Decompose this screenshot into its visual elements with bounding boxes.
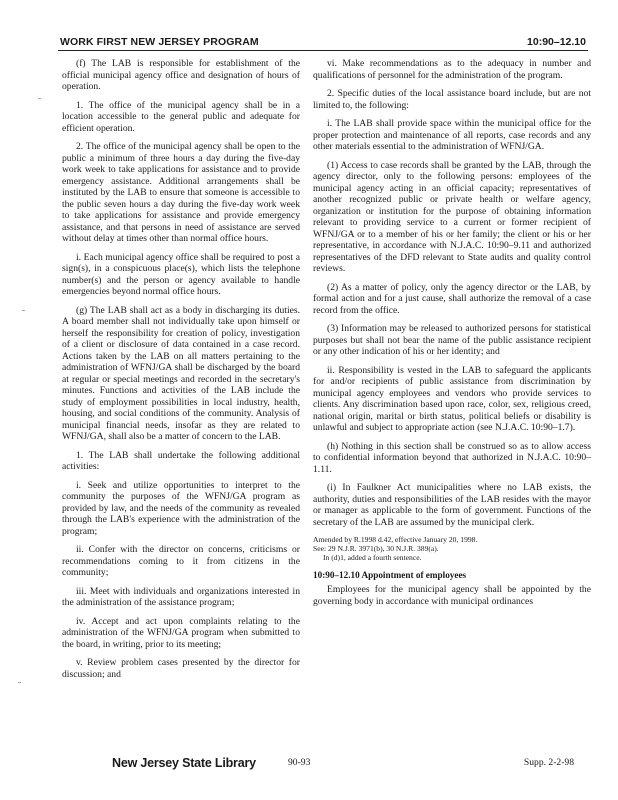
paragraph-f: (f) The LAB is responsible for establishment of the official municipal agency office and designation of hours of operation. <box>62 58 300 92</box>
paragraph-g-2-i-2: (2) As a matter of policy, only the agency director or the LAB, by formal action and for a just cause, shall authorize the removal of a case record from the office. <box>313 281 591 316</box>
paragraph-g-1-vi: vi. Make recommendations as to the adequacy in number and qualifications of personnel for the administration of the program. <box>313 58 591 81</box>
paragraph-g-1: 1. The LAB shall undertake the following additional activities: <box>62 449 300 472</box>
section-text: Employees for the municipal agency shall be appointed by the governing body in accordance with municipal ordinances <box>313 584 591 607</box>
scan-speck <box>18 682 21 683</box>
paragraph-f-2: 2. The office of the municipal agency shall be open to the public a minimum of three hours a day during the five-day work week to take applications for assistance and to provide emergency assistance. Additional arrangements shall be instituted by the LAB to ensure that someone is accessible to the public seven hours a day during the five-day work week to take applications for assistance and provide emergency assistance, and that persons in need of assistance are served without delay at times other than normal office hours. <box>62 141 300 244</box>
running-header-title: WORK FIRST NEW JERSEY PROGRAM <box>60 36 259 48</box>
paragraph-g-1-i: i. Seek and utilize opportunities to interpret to the community the purposes of the WFNJ/GA program as provided by law, and the needs of the community as revealed through the LAB's experience with the administration of the program; <box>62 479 300 537</box>
right-column <box>313 58 591 614</box>
paragraph-g-1-ii: ii. Confer with the director on concerns, criticisms or recommendations coming to it from citizens in the community; <box>62 544 300 578</box>
paragraph-i: (i) In Faulkner Act municipalities where no LAB exists, the authority, duties and responsibilities of the LAB resides with the mayor or manager as applicable to the form of government. Functions of the secretary of the LAB are assumed by the municipal clerk. <box>313 482 591 528</box>
paragraph-g-2-i-1: (1) Access to case records shall be granted by the LAB, through the agency director, only to the following persons: employees of the municipal agency acting in an official capacity; representatives of another recognized public or private health or welfare agency, organization or institution for the purpose of obtaining information relevant to providing service to a current or former recipient of WFNJ/GA or to a member of his or her family; the client or his or her representative, in accordance with N.J.A.C. 10:90–9.11 and authorized representatives of the DFD relevant to State audits and quality control reviews. <box>313 159 591 274</box>
library-watermark: New Jersey State Library <box>112 756 256 770</box>
paragraph-g-2-ii: ii. Responsibility is vested in the LAB to safeguard the applicants for and/or recipients of public assistance from discrimination by municipal agency employees and vendors who provide services to clients. Any discrimination based upon race, color, sex, religious creed, national origin, marital or birth status, political beliefs or disability is unlawful and subject to appropriate action (see N.J.A.C. 10:90–1.7). <box>313 364 591 433</box>
paragraph-h: (h) Nothing in this section shall be construed so as to allow access to confidential information beyond that authorized in N.J.A.C. 10:90–1.11. <box>313 440 591 475</box>
paragraph-g-1-v: v. Review problem cases presented by the director for discussion; and <box>62 657 300 680</box>
paragraph-g-2-i: i. The LAB shall provide space within the municipal office for the proper protection and maintenance of all reports, case records and any other materials essential to the administration of WFNJ/GA. <box>313 118 591 152</box>
paragraph-g-2: 2. Specific duties of the local assistance board include, but are not limited to, the following: <box>313 88 591 111</box>
section-heading: 10:90–12.10 Appointment of employees <box>313 569 467 580</box>
paragraph-g-1-iii: iii. Meet with individuals and organizations interested in the administration of the assistance program; <box>62 585 300 608</box>
scan-speck <box>38 98 41 99</box>
paragraph-f-1: 1. The office of the municipal agency shall be in a location accessible to the general public and adequate for efficient operation. <box>62 99 300 134</box>
paragraph-g-2-i-3: (3) Information may be released to authorized persons for statistical purposes but shall not bear the name of the public assistance recipient or any other indication of his or her identity; and <box>313 323 591 357</box>
left-column <box>62 58 300 687</box>
page-number: 90-93 <box>288 757 311 768</box>
scan-speck <box>22 310 25 311</box>
see-note: See: 29 N.J.R. 3971(b), 30 N.J.R. 389(a). <box>313 544 439 554</box>
amendment-detail-note: In (d)1, added a fourth sentence. <box>323 553 422 563</box>
supplement-date: Supp. 2-2-98 <box>523 757 574 768</box>
paragraph-g-1-iv: iv. Accept and act upon complaints relating to the administration of the WFNJ/GA program when submitted to the board, in writing, prior to its meeting; <box>62 615 300 650</box>
header-rule <box>58 50 588 51</box>
paragraph-g: (g) The LAB shall act as a body in discharging its duties. A board member shall not individually take upon himself or herself the responsibility for creation of policy, investigation of a client or disclosure of data contained in a case record. Actions taken by the LAB on all matters pertaining to the administration of WFNJ/GA shall be discharged by the board at regular or special meetings and recorded in the secretary's minutes. Functions and activities of the LAB include the study of employment possibilities in local industry, health, housing, and social conditions of the community. Analysis of municipal financial needs, insofar as they are related to WFNJ/GA, shall also be a matter of concern to the LAB. <box>62 304 300 442</box>
amendment-note: Amended by R.1998 d.42, effective January 20, 1998. <box>313 535 478 544</box>
paragraph-f-2-i: i. Each municipal agency office shall be required to post a sign(s), in a conspicuous place(s), which lists the telephone number(s) and the person or agency available to handle emergencies beyond normal office hours. <box>62 251 300 297</box>
running-header-section: 10:90–12.10 <box>527 36 586 48</box>
